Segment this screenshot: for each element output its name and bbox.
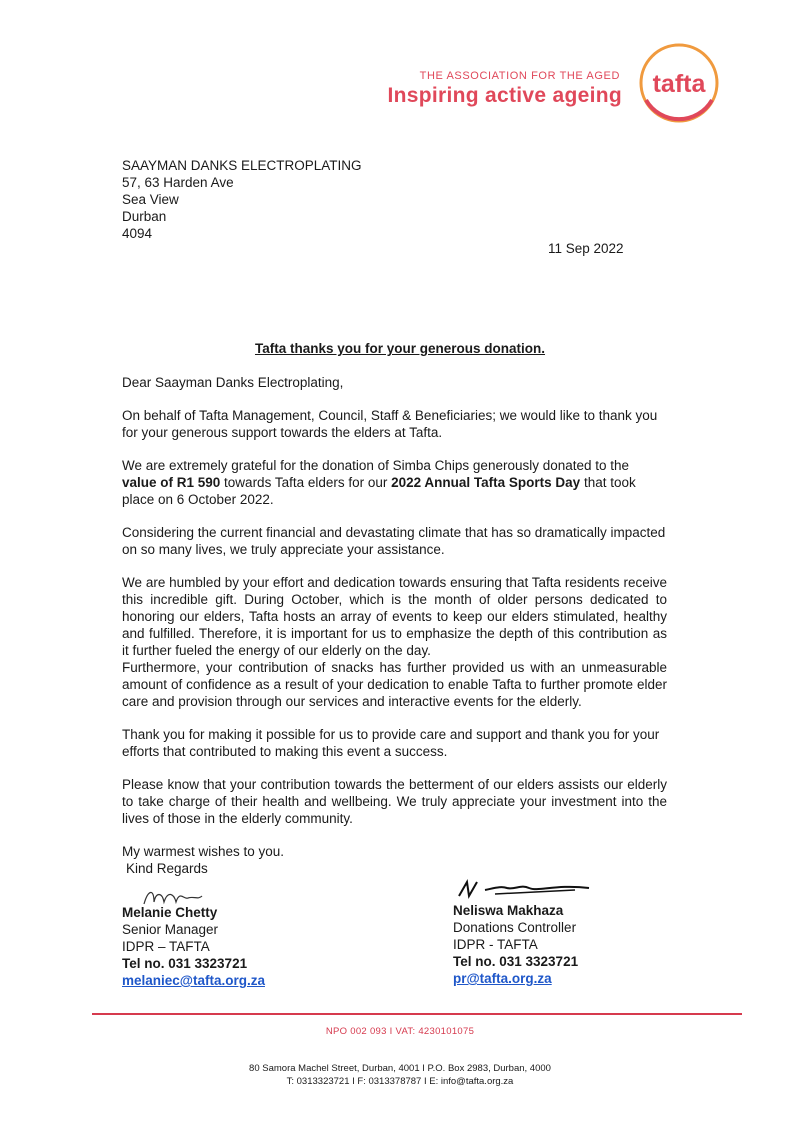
signatory-dept: IDPR – TAFTA [122,939,210,954]
closing-wishes: My warmest wishes to you. [122,844,285,859]
signatory-title: Senior Manager [122,922,219,937]
address-line: SAAYMAN DANKS ELECTROPLATING [122,158,362,173]
email-link[interactable]: melaniec@tafta.org.za [122,973,265,988]
paragraph-3: Considering the current financial and devastating climate that has so dramatically impacted on so many lives, we truly appreciate your assistance. [122,525,666,557]
text-run: We are extremely grateful for the donation of Simba Chips generously donated to the [122,458,630,473]
paragraph-4a: We are humbled by your effort and dedication towards ensuring that Tafta residents receive this incredible gift. During October, which is the month of older persons dedicated to honoring our elders, Tafta hosts an array of events to keep our elders stimulated, healthy and fulfilled. Therefore, it is important for us to emphasize the depth of this contribution as it further fueled the energy of our elderly on the day. [122,575,667,658]
letter-body [122,374,667,877]
signatory-tel: Tel no. 031 3323721 [122,956,248,971]
letter-date: 11 Sep 2022 [548,241,624,256]
signatory-name: Neliswa Makhaza [453,903,564,918]
paragraph-2 [122,457,667,508]
signatory-dept: IDPR - TAFTA [453,937,538,952]
paragraph-5: Thank you for making it possible for us to provide care and support and thank you for your efforts that contributed to making this event a success. [122,727,660,759]
paragraph-1: On behalf of Tafta Management, Council, Staff & Beneficiaries; we would like to thank you for your generous support towards the elders at Tafta. [122,408,658,440]
footer-contact [0,1062,800,1088]
footer-phone-email: T: 0313323721 I F: 0313378787 I E: info@tafta.org.za [286,1076,514,1087]
signatory-left [122,886,265,989]
donation-value: value of R1 590 [122,475,221,490]
salutation: Dear Saayman Danks Electroplating, [122,375,344,390]
signatory-tel: Tel no. 031 3323721 [453,954,579,969]
signatory-right [453,902,578,987]
text-run: that took place on 6 October 2022. [122,475,636,507]
signatory-title: Donations Controller [453,920,577,935]
letter-subject: Tafta thanks you for your generous donation. [254,341,546,356]
text-run: towards Tafta elders for our [220,475,392,490]
recipient-address [122,157,362,242]
paragraph-4b: Furthermore, your contribution of snacks has further provided us with an unmeasurable amount of confidence as a result of your dedication to enable Tafta to further promote elder care and provision through our services and interactive events for the elderly. [122,660,667,709]
event-name: 2022 Annual Tafta Sports Day [391,475,581,490]
slogan: Inspiring active ageing [387,84,622,107]
footer-address: 80 Samora Machel Street, Durban, 4001 I P.O. Box 2983, Durban, 4000 [249,1063,551,1074]
footer-divider [92,1013,742,1015]
footer-registration: NPO 002 093 I VAT: 4230101075 [325,1026,475,1037]
paragraph-6: Please know that your contribution towards the betterment of our elders assists our elderly to take charge of their health and wellbeing. We truly appreciate your investment into the lives of those in the elderly community. [122,777,667,826]
address-line: Sea View [122,192,179,207]
signature-neliswa [455,876,595,902]
signatory-name: Melanie Chetty [122,905,218,920]
address-line: 4094 [122,226,153,241]
address-line: Durban [122,209,167,224]
tafta-logo [636,40,722,126]
address-line: 57, 63 Harden Ave [122,175,234,190]
closing-regards: Kind Regards [126,861,208,876]
org-tagline: THE ASSOCIATION FOR THE AGED [419,70,620,82]
email-link[interactable]: pr@tafta.org.za [453,971,552,986]
logo-text: tafta [652,70,706,98]
